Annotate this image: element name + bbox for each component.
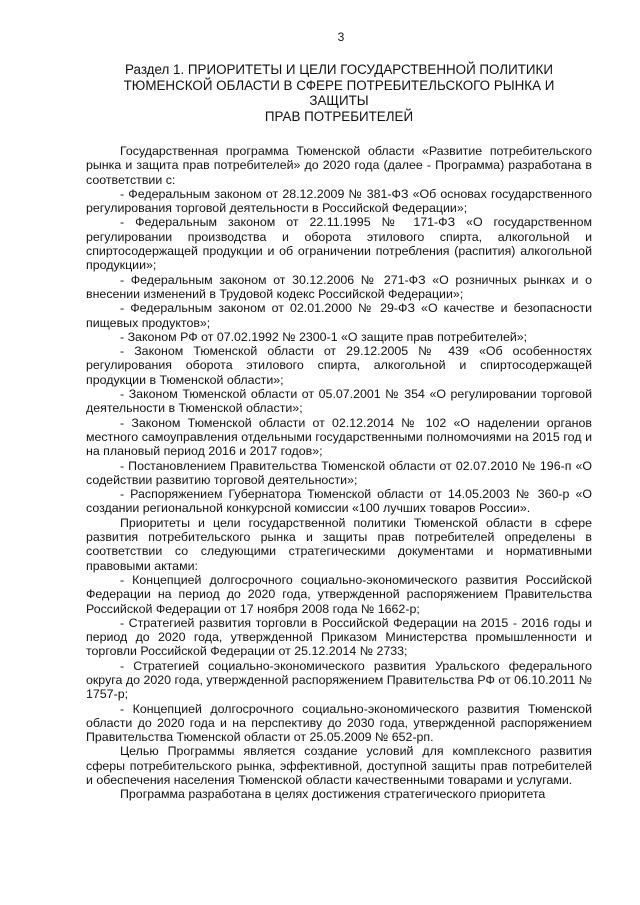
strategic-document-item: - Концепцией долгосрочного социально-экономического развития Тюменской области до 2020 года и на перспективу до 2030 года, утвержденной распоряжением Правительства Тюменской области от 25.05.2009 № 652-рп.: [86, 701, 592, 745]
section-title: [86, 62, 592, 124]
legal-basis-item: - Постановлением Правительства Тюменской области от 02.07.2010 № 196-п «О содействии развитию торговой деятельности»;: [86, 458, 592, 487]
legal-basis-item: - Федеральным законом от 22.11.1995 № 171-ФЗ «О государственном регулировании производства и оборота этилового спирта, алкогольной и спиртосодержащей продукции и об ограничении потребления (распития) алкогольной продукции»;: [86, 215, 592, 273]
section-title-line: ТЮМЕНСКОЙ ОБЛАСТИ В СФЕРЕ ПОТРЕБИТЕЛЬСКОГО РЫНКА И ЗАЩИТЫ: [123, 77, 555, 108]
priorities-paragraph: Приоритеты и цели государственной политики Тюменской области в сфере развития потребительского рынка и защиты прав потребителей определены в соответствии со следующими стратегическими документами и нормативными правовыми актами:: [86, 515, 592, 573]
goal-paragraph: Целью Программы является создание условий для комплексного развития сферы потребительского рынка, эффективной, доступной защиты прав потребителей и обеспечения населения Тюменской области качественными товарами и услугами.: [86, 744, 592, 788]
legal-basis-item: - Федеральным законом от 02.01.2000 № 29-ФЗ «О качестве и безопасности пищевых продуктов»;: [86, 301, 592, 330]
intro-paragraph: Государственная программа Тюменской области «Развитие потребительского рынка и защита прав потребителей» до 2020 года (далее - Программа) разработана в соответствии с:: [86, 144, 592, 187]
legal-basis-item: - Законом Тюменской области от 05.07.2001 № 354 «О регулировании торговой деятельности в Тюменской области»;: [86, 387, 592, 416]
legal-basis-item: - Законом Тюменской области от 02.12.2014 № 102 «О наделении органов местного самоуправления отдельными государственными полномочиями на 2015 год и на плановый период 2016 и 2017 годов»;: [86, 415, 592, 459]
legal-basis-item: - Законом РФ от 07.02.1992 № 2300-1 «О защите прав потребителей»;: [120, 329, 528, 344]
closing-paragraph: Программа разработана в целях достижения стратегического приоритета: [120, 787, 546, 802]
document-body: [86, 144, 592, 802]
section-title-line: Раздел 1. ПРИОРИТЕТЫ И ЦЕЛИ ГОСУДАРСТВЕННОЙ ПОЛИТИКИ: [125, 62, 553, 77]
strategic-document-item: - Концепцией долгосрочного социально-экономического развития Российской Федерации на период до 2020 года, утвержденной распоряжением Правительства Российской Федерации от 17 ноября 2008 года № 1662-р;: [86, 572, 592, 616]
section-title-line: ПРАВ ПОТРЕБИТЕЛЕЙ: [264, 108, 414, 124]
strategic-document-item: - Стратегией развития торговли в Российской Федерации на 2015 - 2016 годы и период до 2020 года, утвержденной Приказом Министерства промышленности и торговли Российской Федерации от 25.12.2014 № 2733;: [86, 615, 592, 659]
strategic-document-item: - Стратегией социально-экономического развития Уральского федерального округа до 2020 года, утвержденной распоряжением Правительства РФ от 06.10.2011 № 1757-р;: [86, 658, 592, 702]
legal-basis-item: - Федеральным законом от 30.12.2006 № 271-ФЗ «О розничных рынках и о внесении изменений в Трудовой кодекс Российской Федерации»;: [86, 272, 592, 301]
legal-basis-item: - Законом Тюменской области от 29.12.2005 № 439 «Об особенностях регулирования оборота этилового спирта, алкогольной и спиртосодержащей продукции в Тюменской области»;: [86, 344, 592, 387]
page-number: 3: [337, 30, 345, 44]
legal-basis-item: - Федеральным законом от 28.12.2009 № 381-ФЗ «Об основах государственного регулирования торговой деятельности в Российской Федерации»;: [86, 186, 592, 216]
legal-basis-item: - Распоряжением Губернатора Тюменской области от 14.05.2003 № 360-р «О создании региональной конкурсной комиссии «100 лучших товаров России».: [86, 487, 592, 516]
